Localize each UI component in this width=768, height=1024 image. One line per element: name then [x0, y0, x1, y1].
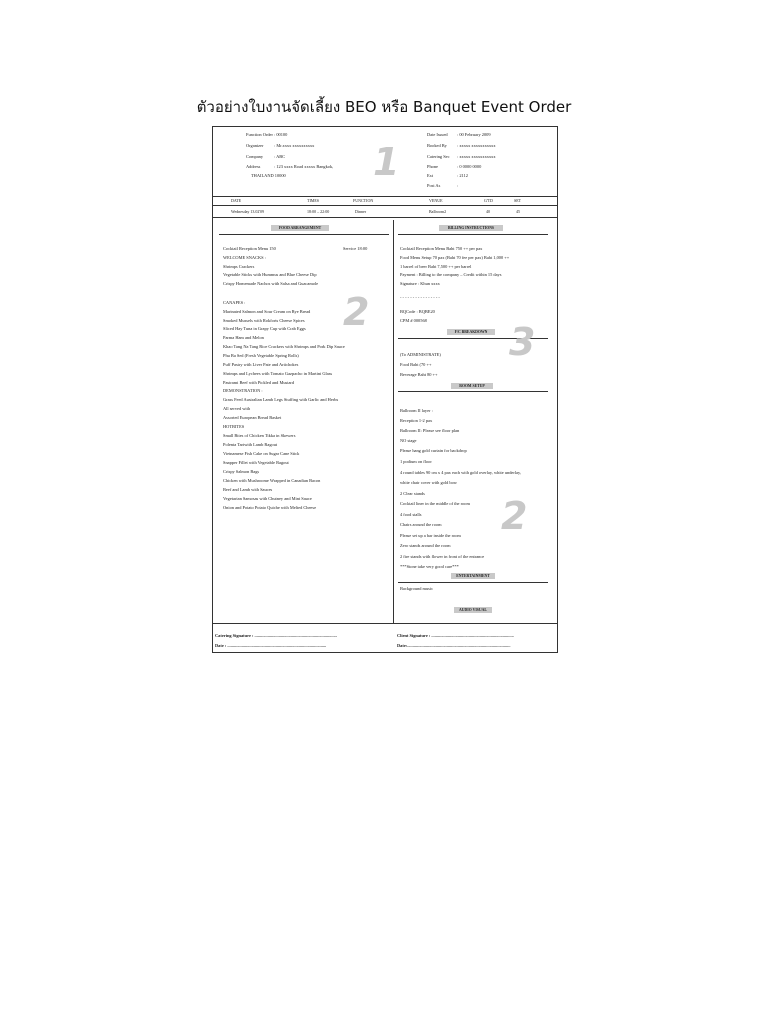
- food-line: HOTBITES: [223, 424, 245, 429]
- header-left-row: Organizer : Mr.xxxx xxxxxxxxxx: [246, 143, 315, 148]
- header-right-row: Post As :: [427, 183, 459, 188]
- entertainment-line: Background music: [400, 586, 434, 591]
- fb-line: Food Baht (70 ++: [400, 362, 432, 367]
- food-line: Phu Ba Sed (Fresh Vegetable Spring Rolls): [223, 353, 299, 358]
- billing-line: CPM # 000568: [400, 318, 427, 323]
- food-line: Polenta Tartwith Lamb Ragout: [223, 442, 278, 447]
- food-line: Pastrami Beef with Pickled and Mustard: [223, 380, 295, 385]
- food-line: Beef and Lamb with Sauces: [223, 487, 273, 492]
- entertainment-rule: [398, 582, 548, 583]
- header-right-row: Date Issued : 00 February 2009: [427, 132, 491, 137]
- header-right-row: Booked By : xxxxx xxxxxxxxxxx: [427, 143, 496, 148]
- summary-gtd: 40: [486, 209, 490, 214]
- summary-header-set: SET: [514, 198, 522, 203]
- food-line: Snapper Fillet with Vegetable Ragout: [223, 460, 289, 465]
- food-line: Vegetarian Samosas with Chutney and Mint Sauce: [223, 496, 312, 501]
- room-line: Chairs around the room: [400, 522, 442, 527]
- food-heading-menu: Cocktail Reception Menu 150: [223, 246, 276, 251]
- room-line: 2 fire stands with flower in front of the entrance: [400, 554, 485, 559]
- billing-line: Cocktail Reception Menu Baht 750 ++ per pax: [400, 246, 483, 251]
- header-left-row: Address : 123 xxxx Road xxxxx Bangkok,: [246, 164, 334, 169]
- catering-signature: Catering Signature : ...........................................................................: [215, 633, 337, 638]
- header-left-row: THAILAND 10000: [251, 173, 286, 178]
- summary-set: 45: [516, 209, 520, 214]
- summary-header-function: FUNCTION: [353, 198, 374, 203]
- food-line: CANAPES :: [223, 300, 246, 305]
- room-setup-label: ROOM SETUP: [451, 383, 493, 389]
- summary-function: Dinner: [355, 209, 367, 214]
- room-line: Please hang gold curtain for backdrop: [400, 448, 467, 453]
- column-divider: [393, 220, 394, 623]
- food-line: Small Bites of Chicken Tikka in Skewers: [223, 433, 296, 438]
- food-rule: [219, 234, 389, 235]
- room-line: Please set up a bar inside the room: [400, 533, 461, 538]
- billing-line: BQCode : BQBE20: [400, 309, 435, 314]
- header-left-row: Function Order: 00100: [246, 132, 288, 137]
- summary-times: 18:00 – 22:00: [307, 209, 330, 214]
- header-left-row: Company : ABC: [246, 154, 286, 159]
- fb-line: (To ADMINISTRATE): [400, 352, 441, 357]
- summary-date: Wednesday 13.02'09: [231, 209, 265, 214]
- billing-line: Signature : Khun xxxx: [400, 281, 440, 286]
- food-line: DEMONSTRATION :: [223, 388, 263, 393]
- summary-header-date: DATE: [231, 198, 242, 203]
- room-line: 4 food stalls: [400, 512, 422, 517]
- header-right-row: Phone : 0 0000 0000: [427, 164, 482, 169]
- header-right-row: Ext : 2112: [427, 173, 468, 178]
- summary-header-gtd: G'TD: [484, 198, 493, 203]
- food-line: Assorted European Bread Basket: [223, 415, 282, 420]
- audio-visual-label: AUDIO VISUAL: [454, 607, 492, 613]
- billing-line: Food Menu Setup 70 pax (Baht 70 fee per pax) Baht 1,000 ++: [400, 255, 510, 260]
- food-line: Marinated Salmon and Sour Cream on Rye Bread: [223, 309, 311, 314]
- food-line: Crispy Salmon Bags: [223, 469, 260, 474]
- room-line: NO stage: [400, 438, 417, 443]
- food-heading-service: Service 18:00: [343, 246, 368, 251]
- billing-line: Payment : Billing to the company – Credit within 15 days: [400, 272, 502, 277]
- room-line: white chair cover with gold bow: [400, 480, 457, 485]
- food-line: Puff Pastry with Liver Pate and Artichokes: [223, 362, 299, 367]
- food-line: Vegetable Sticks with Hummus and Blue Cheese Dip: [223, 272, 317, 277]
- summary-value-row: [213, 206, 557, 218]
- marker-2-food: 2: [343, 290, 370, 334]
- food-line: Vietnamese Fish Cake on Sugar Cane Stick: [223, 451, 300, 456]
- room-line: Reception 1-2 pax: [400, 418, 433, 423]
- food-line: Crispy Homemade Nachos with Salsa and Guacamole: [223, 281, 319, 286]
- food-line: Smoked Mussels with Rokforts Cheese Spices: [223, 318, 305, 323]
- document-bottom-rule: [213, 623, 557, 624]
- client-signature: Client Signature : ...........................................................................: [397, 633, 514, 638]
- food-arrangement-label: FOOD ARRANGEMENT: [271, 225, 329, 231]
- fb-breakdown-label: F/C BREAKDOWN: [447, 329, 495, 335]
- food-line: Shrimps and Lychees with Tomato Gazpacho in Martini Glass: [223, 371, 333, 376]
- food-line: Shrimps Crackers: [223, 264, 255, 269]
- room-line: Zero stands around the room: [400, 543, 451, 548]
- beo-document: [212, 126, 558, 653]
- food-line: Chicken with Mushroome Wrapped in Canadian Bacon: [223, 478, 321, 483]
- client-date: Date:..............................................................................................: [397, 643, 511, 648]
- marker-1: 1: [373, 140, 400, 184]
- fb-line: Beverage Baht 80 ++: [400, 372, 438, 377]
- billing-line: - - - - - - - - - - - - - - - -: [400, 295, 440, 300]
- catering-date: Date : ..........................................................................................: [215, 643, 327, 648]
- room-line: Ballroom II: Please see floor plan: [400, 428, 460, 433]
- entertainment-label: ENTERTAINMENT: [451, 573, 495, 579]
- room-line: Cocktail liner in the middle of the room: [400, 501, 470, 506]
- marker-2-room: 2: [501, 494, 528, 538]
- summary-venue: Ballroom2: [429, 209, 447, 214]
- food-line: WELCOME SNACKS :: [223, 255, 266, 260]
- food-line: Onion and Potato Potato Quiche with Melted Cheese: [223, 505, 317, 510]
- room-line: 2 Clear stands: [400, 491, 425, 496]
- marker-3: 3: [509, 320, 536, 364]
- billing-rule: [398, 234, 548, 235]
- food-line: Parma Ham and Melon: [223, 335, 264, 340]
- summary-header-row: [213, 196, 557, 206]
- header-block: [213, 127, 557, 197]
- billing-line: 1 barrel of beer Baht 7,500 ++ per barrel: [400, 264, 472, 269]
- summary-header-venue: VENUE: [429, 198, 443, 203]
- food-line: Khao Tang Na Tang Rice Crackers with Shrimps and Pork Dip Sauce: [223, 344, 345, 349]
- room-line: Ballroom II layer :: [400, 408, 433, 413]
- page-title: ตัวอย่างใบงานจัดเลี้ยง BEO หรือ Banquet Event Order: [196, 98, 572, 116]
- room-line: 4 round tables 90 cm x 4 pax each with gold overlay, white underlay,: [400, 470, 521, 475]
- room-line: 1 podium on floor: [400, 459, 432, 464]
- billing-instructions-label: BILLING INSTRUCTIONS: [439, 225, 503, 231]
- room-line: ***Stone take very good care***: [400, 564, 459, 569]
- room-rule: [398, 391, 548, 392]
- food-line: Sliced Hay Tuna in Grapy Cup with Crab Eggs: [223, 326, 306, 331]
- header-right-row: Catering Sec : xxxxx xxxxxxxxxxx: [427, 154, 496, 159]
- food-line: Grass Feed Australian Lamb Legs Stuffing with Garlic and Herbs: [223, 397, 339, 402]
- food-line: All served with: [223, 406, 251, 411]
- summary-header-times: TIMES: [307, 198, 319, 203]
